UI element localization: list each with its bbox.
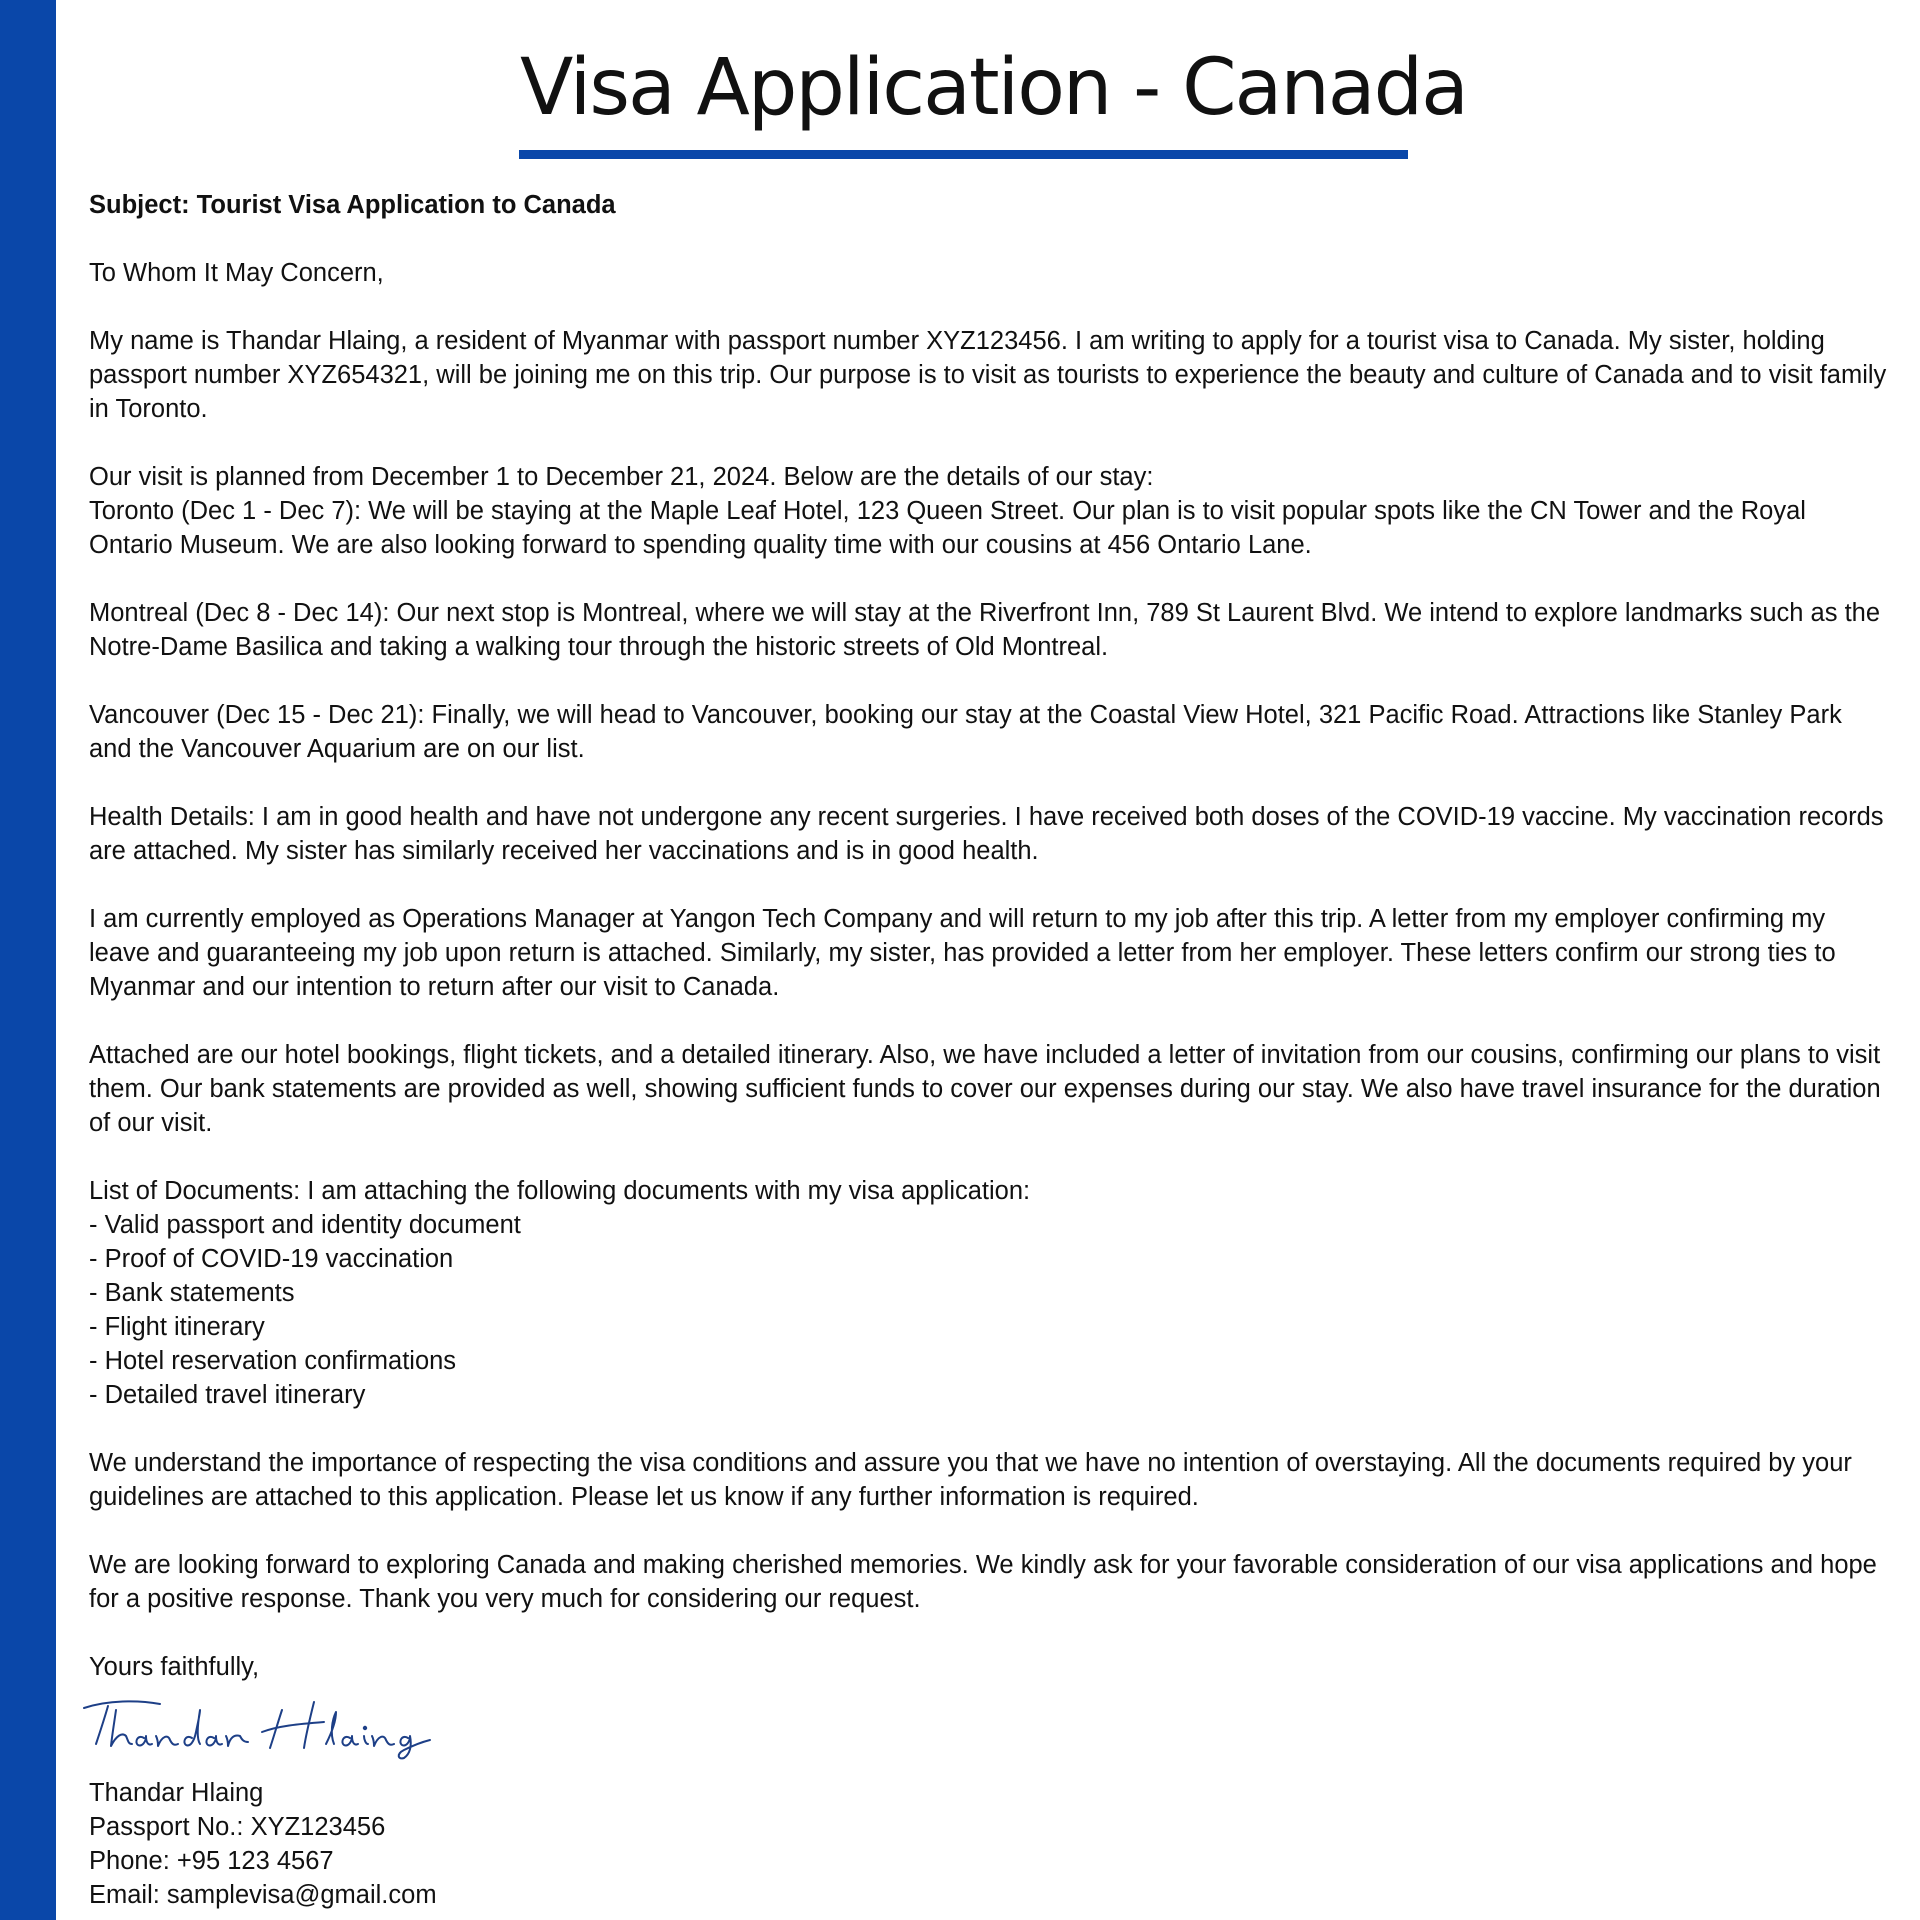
sign-off: Yours faithfully, (89, 1653, 260, 1681)
title-block (520, 40, 1467, 136)
salutation: To Whom It May Concern, (89, 259, 384, 287)
itinerary-block (89, 460, 1889, 562)
document-item: - Proof of COVID-19 vaccination (89, 1245, 454, 1273)
letter-body (89, 188, 1889, 1718)
documents-block (89, 1174, 1889, 1412)
document-item: - Valid passport and identity document (89, 1211, 521, 1239)
paragraph-intro: My name is Thandar Hlaing, a resident of Myanmar with passport number XYZ123456. I am writing to apply for a tourist visa to Canada. My sister, holding passport number XYZ654321, will be joining me on this trip. Our purpose is to visit as tourists to experience the beauty and culture of Canada and to visit family in Toronto. (89, 327, 1887, 423)
paragraph-closing: We are looking forward to exploring Canada and making cherished memories. We kindly ask for your favorable consideration of our visa applications and hope for a positive response. Thank you very much for considering our request. (89, 1551, 1877, 1613)
paragraph-employment: I am currently employed as Operations Manager at Yangon Tech Company and will return to my job after this trip. A letter from my employer confirming my leave and guaranteeing my job upon return is attached. Similarly, my sister, has provided a letter from her employer. These letters confirm our strong ties to Myanmar and our intention to return after our visit to Canada. (89, 905, 1836, 1001)
handwritten-signature (78, 1692, 438, 1762)
page-title: Visa Application - Canada (520, 43, 1467, 133)
title-underline (519, 150, 1408, 159)
document-item: - Bank statements (89, 1279, 295, 1307)
paragraph-montreal: Montreal (Dec 8 - Dec 14): Our next stop is Montreal, where we will stay at the Riverfront Inn, 789 St Laurent Blvd. We intend to explore landmarks such as the Notre-Dame Basilica and taking a walking tour through the historic streets of Old Montreal. (89, 599, 1881, 661)
sender-name: Thandar Hlaing (89, 1779, 264, 1807)
sender-passport: Passport No.: XYZ123456 (89, 1813, 386, 1841)
paragraph-assurance: We understand the importance of respecting the visa conditions and assure you that we have no intention of overstaying. All the documents required by your guidelines are attached to this application. Please let us know if any further information is required. (89, 1449, 1852, 1511)
sender-details (89, 1776, 437, 1912)
side-accent-bar (0, 0, 56, 1920)
document-item: - Hotel reservation confirmations (89, 1347, 457, 1375)
sender-phone: Phone: +95 123 4567 (89, 1847, 334, 1875)
paragraph-plan-intro: Our visit is planned from December 1 to December 21, 2024. Below are the details of our stay: (89, 463, 1154, 491)
subject-line: Subject: Tourist Visa Application to Canada (89, 191, 616, 219)
paragraph-attachments: Attached are our hotel bookings, flight tickets, and a detailed itinerary. Also, we have included a letter of invitation from our cousins, confirming our plans to visit them. Our bank statements are provided as well, showing sufficient funds to cover our expenses during our stay. We also have travel insurance for the duration of our visit. (89, 1041, 1881, 1137)
documents-intro: List of Documents: I am attaching the following documents with my visa application: (89, 1177, 1031, 1205)
document-item: - Flight itinerary (89, 1313, 265, 1341)
paragraph-vancouver: Vancouver (Dec 15 - Dec 21): Finally, we will head to Vancouver, booking our stay at the Coastal View Hotel, 321 Pacific Road. Attractions like Stanley Park and the Vancouver Aquarium are on our list. (89, 701, 1842, 763)
paragraph-health: Health Details: I am in good health and have not undergone any recent surgeries. I have received both doses of the COVID-19 vaccine. My vaccination records are attached. My sister has similarly received her vaccinations and is in good health. (89, 803, 1884, 865)
paragraph-toronto: Toronto (Dec 1 - Dec 7): We will be staying at the Maple Leaf Hotel, 123 Queen Street. Our plan is to visit popular spots like the CN Tower and the Royal Ontario Museum. We are also looking forward to spending quality time with our cousins at 456 Ontario Lane. (89, 497, 1806, 559)
sender-email: Email: samplevisa@gmail.com (89, 1881, 437, 1909)
document-item: - Detailed travel itinerary (89, 1381, 366, 1409)
